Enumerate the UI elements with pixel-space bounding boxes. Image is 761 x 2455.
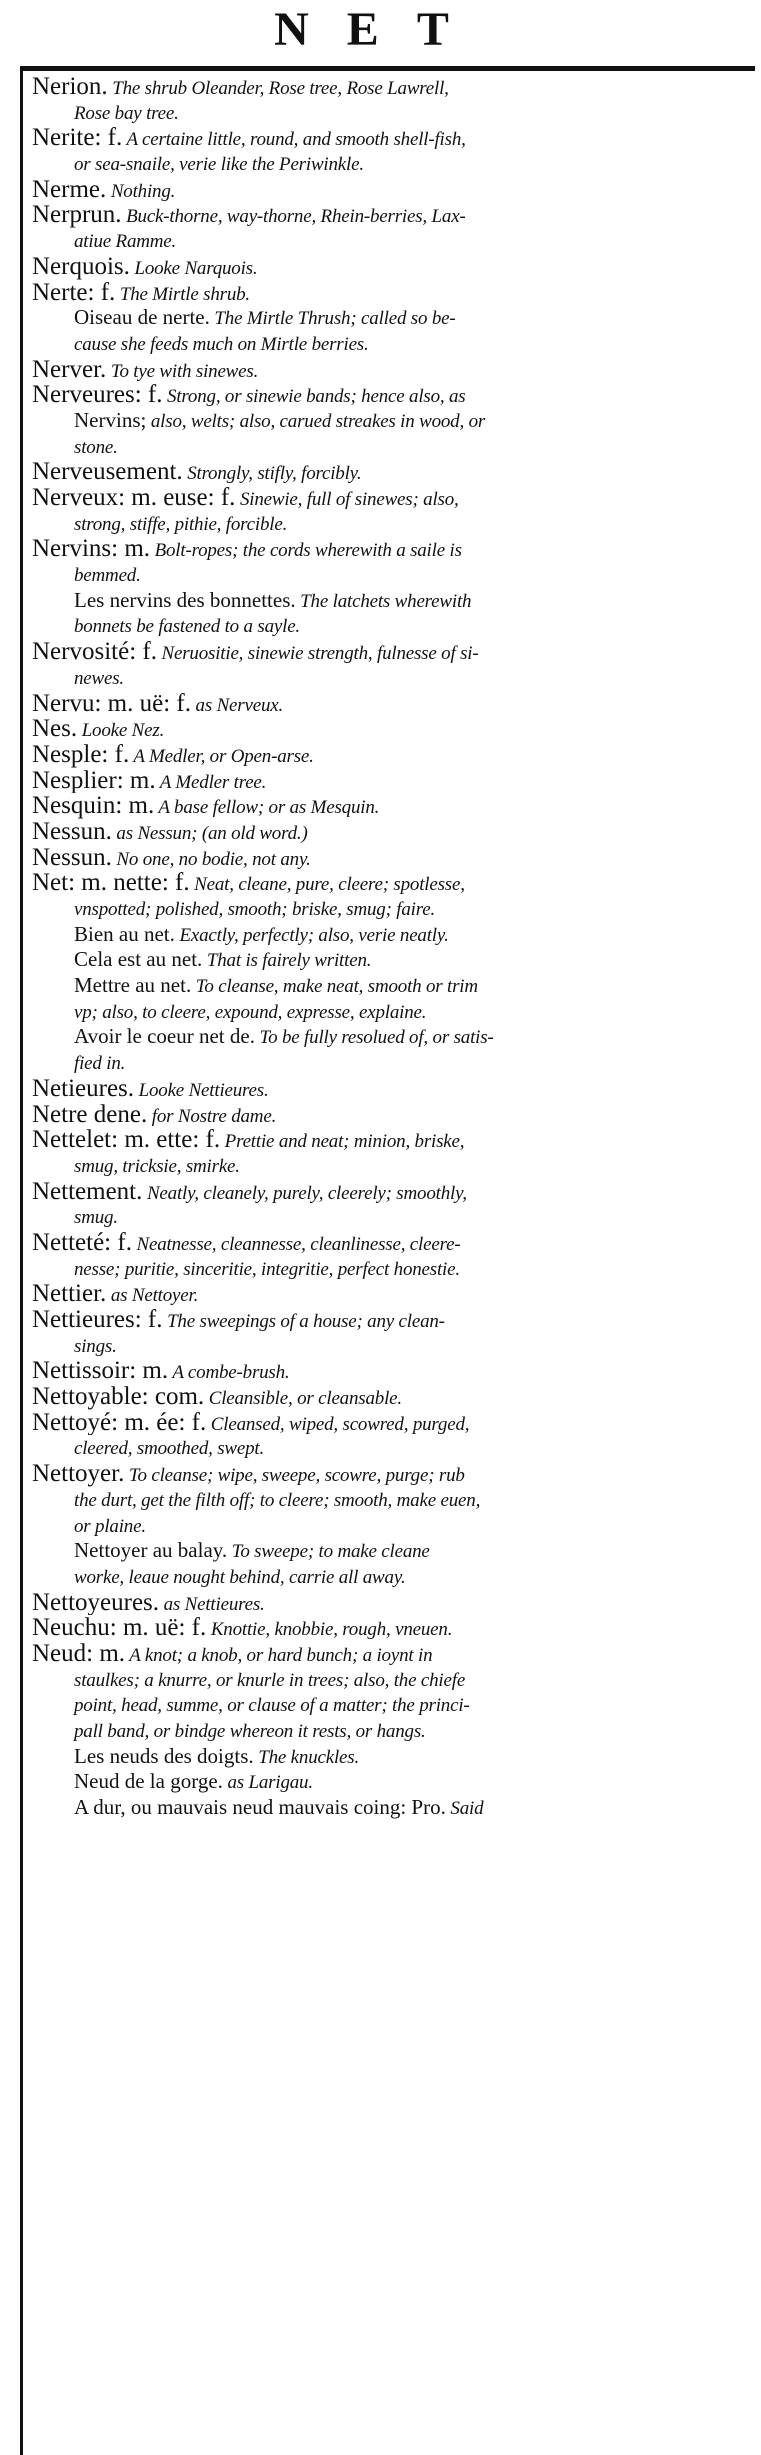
definition: sings. <box>74 1335 117 1357</box>
headword: Netre dene. <box>32 1101 148 1128</box>
definition: Nothing. <box>106 180 176 202</box>
definition: Strongly, stifly, forcibly. <box>182 463 362 485</box>
continuation-line <box>32 1333 752 1359</box>
headword: Nervosité: f. <box>32 639 157 665</box>
headword: Net: m. nette: f. <box>32 870 190 896</box>
definition: atiue Ramme. <box>74 231 177 253</box>
continuation-line <box>32 1718 752 1744</box>
definition: the durt, get the filth off; to cleere; smooth, make euen, <box>74 1489 481 1511</box>
definition: bemmed. <box>74 565 141 587</box>
entry-line <box>32 1641 752 1667</box>
continuation-line <box>32 1435 752 1461</box>
continuation-line <box>32 331 752 357</box>
definition: strong, stiffe, pithie, forcible. <box>74 513 288 535</box>
headword: Nervu: m. uë: f. <box>32 690 191 717</box>
entry-line <box>32 1230 752 1256</box>
definition: for Nostre dame. <box>147 1105 277 1127</box>
continuation-line <box>32 999 752 1025</box>
definition: A combe-brush. <box>168 1362 290 1384</box>
definition: To tye with sinewes. <box>106 360 259 382</box>
entry-line <box>32 768 752 794</box>
definition: No one, no bodie, not any. <box>111 848 311 870</box>
continuation-line <box>32 1513 752 1539</box>
subentry-line <box>32 1024 752 1050</box>
headword: Nerver. <box>32 356 107 383</box>
headword: Nettelet: m. ette: f. <box>32 1127 221 1153</box>
headword: Nessun. <box>32 818 112 845</box>
definition: The sweepings of a house; any clean- <box>162 1311 445 1332</box>
definition: Bolt-ropes; the cords wherewith a saile is <box>150 540 462 562</box>
entry-line <box>32 1076 752 1102</box>
headword: Nerquois. <box>32 253 130 280</box>
definition: Looke Narquois. <box>129 257 258 279</box>
definition: as Nessun; (an old word.) <box>111 822 308 844</box>
entry-line <box>32 1307 752 1333</box>
continuation-line <box>32 1153 752 1179</box>
subentry-line <box>32 1538 752 1564</box>
definition: Neatnesse, cleannesse, cleanlinesse, cleere- <box>131 1233 461 1255</box>
definition: A knot; a knob, or hard bunch; a ioynt in <box>125 1644 433 1666</box>
definition: stone. <box>74 436 118 458</box>
entries-column <box>32 74 752 1821</box>
definition: The Mirtle shrub. <box>115 283 250 305</box>
definition: Exactly, perfectly; also, verie neatly. <box>174 924 449 946</box>
continuation-line <box>32 1050 752 1076</box>
headword: Nettoyer. <box>32 1461 125 1487</box>
definition: Rose bay tree. <box>74 102 179 124</box>
headword: Nettier. <box>32 1281 107 1307</box>
definition: staulkes; a knurre, or knurle in trees; also, the chiefe <box>74 1669 466 1691</box>
continuation-line <box>32 1564 752 1590</box>
definition: To sweepe; to make cleane <box>227 1541 430 1563</box>
headword: Nettement. <box>32 1178 143 1205</box>
definition: point, head, summe, or clause of a matter; the princi- <box>74 1695 470 1717</box>
definition: Looke Nettieures. <box>134 1079 269 1101</box>
entry-line <box>32 382 752 408</box>
entry-line <box>32 536 752 562</box>
headword: Nettoyé: m. ée: f. <box>32 1409 207 1436</box>
page-header: NET <box>274 3 487 56</box>
headword: Nes. <box>32 716 78 742</box>
definition: bonnets be fastened to a sayle. <box>74 616 300 638</box>
definition: The shrub Oleander, Rose tree, Rose Lawrell, <box>107 78 449 99</box>
definition: smug. <box>74 1207 118 1229</box>
subentry-line <box>32 305 752 331</box>
definition: A base fellow; or as Mesquin. <box>154 797 380 819</box>
definition: fied in. <box>74 1053 126 1075</box>
continuation-line <box>32 1256 752 1282</box>
entry-line <box>32 1410 752 1436</box>
entry-line <box>32 1179 752 1205</box>
continuation-line <box>32 1487 752 1513</box>
continuation-line <box>32 151 752 177</box>
entry-line <box>32 1461 752 1487</box>
entry-line <box>32 459 752 485</box>
subentry-line <box>32 973 752 999</box>
headword: Nerveures: f. <box>32 382 163 408</box>
headword: Netteté: f. <box>32 1229 132 1256</box>
definition: Cleansible, or cleansable. <box>204 1388 402 1410</box>
headword: Bien au net. <box>74 921 175 946</box>
subentry-line <box>32 922 752 948</box>
headword: Nettoyer au balay. <box>74 1538 228 1563</box>
definition: also, welts; also, carued streakes in wood, or <box>146 410 486 432</box>
entry-line <box>32 357 752 383</box>
entry-line <box>32 742 752 768</box>
definition: Neatly, cleanely, purely, cleerely; smoothly, <box>142 1182 467 1204</box>
definition: That is fairely written. <box>202 950 372 972</box>
entry-line <box>32 280 752 306</box>
definition: Neat, cleane, pure, cleere; spotlesse, <box>189 874 465 896</box>
definition: cleered, smoothed, swept. <box>74 1438 265 1460</box>
definition: To be fully resolued of, or satis- <box>254 1027 494 1049</box>
continuation-line <box>32 511 752 537</box>
entry-line <box>32 691 752 717</box>
headword: Nessun. <box>32 844 112 871</box>
header-rule <box>22 66 755 71</box>
headword: Netieures. <box>32 1075 135 1102</box>
definition: A Medler tree. <box>155 771 267 793</box>
definition: or sea-snaile, verie like the Periwinkle. <box>74 154 364 176</box>
definition: worke, leaue nought behind, carrie all away. <box>74 1566 406 1588</box>
headword: Nettoyeures. <box>32 1589 160 1616</box>
headword: Neud de la gorge. <box>74 1769 223 1794</box>
headword: Nervins: m. <box>32 536 151 563</box>
entry-line <box>32 1358 752 1384</box>
headword: Nesplier: m. <box>32 767 156 794</box>
entry-line <box>32 1102 752 1128</box>
entry-line <box>32 254 752 280</box>
definition: Neruositie, sinewie strength, fulnesse of si- <box>156 643 479 665</box>
definition: Prettie and neat; minion, briske, <box>220 1131 465 1153</box>
entry-line <box>32 819 752 845</box>
entry-line <box>32 177 752 203</box>
entry-line <box>32 485 752 511</box>
definition: pall band, or bindge whereon it rests, or hangs. <box>74 1721 426 1742</box>
continuation-line <box>32 896 752 922</box>
headword: Nettieures: f. <box>32 1307 163 1333</box>
headword: A dur, ou mauvais neud mauvais coing: Pro. <box>74 1795 446 1820</box>
continuation-line <box>32 434 752 460</box>
headword: Nettoyable: com. <box>32 1384 205 1410</box>
definition: as Nettieures. <box>159 1593 265 1615</box>
column-rule <box>20 66 23 2455</box>
headword: Les nervins des bonnettes. <box>74 587 296 612</box>
continuation-line <box>32 1667 752 1693</box>
definition: vp; also, to cleere, expound, expresse, explaine. <box>74 1001 427 1023</box>
definition: To cleanse; wipe, sweepe, scowre, purge; rub <box>124 1465 465 1487</box>
definition: A Medler, or Open-arse. <box>129 745 314 767</box>
definition: or plaine. <box>74 1515 146 1537</box>
definition: cause she feeds much on Mirtle berries. <box>74 333 369 355</box>
headword: Avoir le coeur net de. <box>74 1024 255 1049</box>
definition: Looke Nez. <box>77 720 165 742</box>
entry-line <box>32 202 752 228</box>
definition: Sinewie, full of sinewes; also, <box>235 489 459 510</box>
entry-line <box>32 1127 752 1153</box>
definition: The knuckles. <box>253 1746 360 1768</box>
subentry-line <box>32 947 752 973</box>
definition: Said <box>445 1798 484 1820</box>
headword: Cela est au net. <box>74 947 203 972</box>
definition: Strong, or sinewie bands; hence also, as <box>162 386 466 408</box>
continuation-line <box>32 562 752 588</box>
definition: as Larigau. <box>222 1772 313 1794</box>
continuation-line <box>32 665 752 691</box>
entry-line <box>32 74 752 100</box>
entry-line <box>32 870 752 896</box>
headword: Nesple: f. <box>32 741 130 768</box>
definition: as Nettoyer. <box>106 1285 199 1307</box>
entry-line <box>32 125 752 151</box>
definition: The latchets wherewith <box>295 590 472 612</box>
continuation-line <box>32 228 752 254</box>
definition: nesse; puritie, sinceritie, integritie, perfect honestie. <box>74 1258 460 1280</box>
entry-line <box>32 1281 752 1307</box>
definition: A certaine little, round, and smooth shell-fish, <box>122 129 466 151</box>
headword: Nerite: f. <box>32 125 123 152</box>
headword: Neud: m. <box>32 1640 126 1667</box>
definition: smug, tricksie, smirke. <box>74 1155 240 1177</box>
headword: Nerion. <box>32 74 108 100</box>
headword: Neuchu: m. uë: f. <box>32 1615 207 1641</box>
headword: Nerveux: m. euse: f. <box>32 485 236 511</box>
definition: To cleanse, make neat, smooth or trim <box>191 976 478 998</box>
continuation-line <box>32 1692 752 1718</box>
headword: Mettre au net. <box>74 973 192 998</box>
headword: Nerme. <box>32 176 107 203</box>
headword: Nerveusement. <box>32 459 183 485</box>
entry-line <box>32 1590 752 1616</box>
definition: as Nerveux. <box>190 694 284 716</box>
headword: Nesquin: m. <box>32 793 155 819</box>
subentry-line <box>32 1744 752 1770</box>
entry-line <box>32 793 752 819</box>
definition: vnspotted; polished, smooth; briske, smug; faire. <box>74 899 436 920</box>
headword: Nervins; <box>74 407 147 432</box>
continuation-line <box>32 408 752 434</box>
headword: Les neuds des doigts. <box>74 1743 254 1768</box>
subentry-line <box>32 1795 752 1821</box>
headword: Oiseau de nerte. <box>74 305 210 330</box>
continuation-line <box>32 1204 752 1230</box>
headword: Nerprun. <box>32 202 122 229</box>
definition: newes. <box>74 667 124 689</box>
entry-line <box>32 845 752 871</box>
subentry-line <box>32 588 752 614</box>
headword: Nettissoir: m. <box>32 1358 169 1385</box>
continuation-line <box>32 100 752 126</box>
entry-line <box>32 716 752 742</box>
entry-line <box>32 1384 752 1410</box>
headword: Nerte: f. <box>32 279 116 306</box>
continuation-line <box>32 613 752 639</box>
definition: The Mirtle Thrush; called so be- <box>209 308 456 330</box>
subentry-line <box>32 1769 752 1795</box>
definition: Cleansed, wiped, scowred, purged, <box>206 1413 470 1435</box>
definition: Knottie, knobbie, rough, vneuen. <box>206 1619 453 1641</box>
definition: Buck-thorne, way-thorne, Rhein-berries, Lax- <box>121 206 466 228</box>
entry-line <box>32 1615 752 1641</box>
entry-line <box>32 639 752 665</box>
